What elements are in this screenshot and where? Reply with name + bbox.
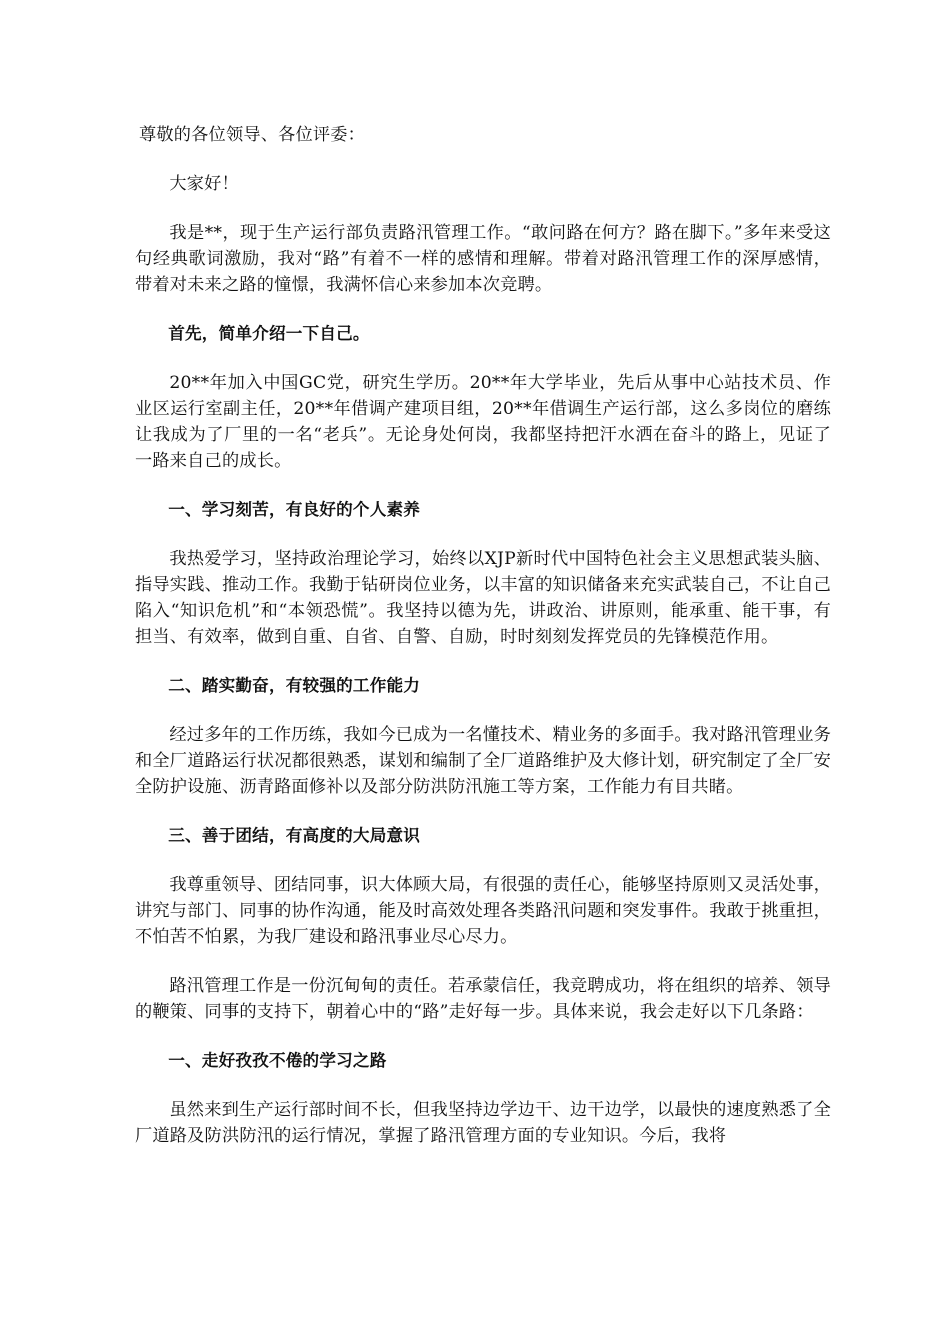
section-heading-ability: 二、踏实勤奋，有较强的工作能力 [168, 676, 421, 695]
salutation: 尊敬的各位领导、各位评委： [139, 125, 366, 145]
document-body [135, 122, 831, 1149]
section-heading-study: 一、学习刻苦，有良好的个人素养 [168, 500, 421, 519]
study-paragraph: 我热爱学习，坚持政治理论学习，始终以XJP新时代中国特色社会主义思想武装头脑、指导实践、推动工作。我勤于钻研岗位业务，以丰富的知识储备来充实武装自己，不让自己陷入“知识危机”和“本领恐慌”。我坚持以德为先，讲政治、讲原则，能承重、能干事，有担当、有效率，做到自重、自省、自警、自励，时时刻刻发挥党员的先锋模范作用。 [135, 549, 831, 647]
greeting: 大家好！ [169, 174, 239, 194]
intro-paragraph: 我是**，现于生产运行部负责路汛管理工作。“敢问路在何方？路在脚下。”多年来受这句经典歌词激励，我对“路”有着不一样的感情和理解。带着对路汛管理工作的深厚感情，带着对未来之路的憧憬，我满怀信心来参加本次竞聘。 [135, 223, 831, 295]
section-heading-self-intro: 首先，简单介绍一下自己。 [168, 324, 370, 343]
learning-path-paragraph: 虽然来到生产运行部时间不长，但我坚持边学边干、边干边学，以最快的速度熟悉了全厂道路及防洪防汛的运行情况，掌握了路汛管理方面的专业知识。今后，我将 [135, 1100, 831, 1146]
section-heading-learning-path: 一、走好孜孜不倦的学习之路 [168, 1051, 387, 1070]
self-intro-paragraph: 20**年加入中国GC党，研究生学历。20**年大学毕业，先后从事中心站技术员、作业区运行室副主任，20**年借调产建项目组，20**年借调生产运行部，这么多岗位的磨练让我成为了厂里的一名“老兵”。无论身处何岗，我都坚持把汗水洒在奋斗的路上，见证了一路来自己的成长。 [135, 373, 831, 471]
section-heading-unity: 三、善于团结，有高度的大局意识 [168, 826, 421, 845]
commitment-paragraph: 路汛管理工作是一份沉甸甸的责任。若承蒙信任，我竞聘成功，将在组织的培养、领导的鞭策、同事的支持下，朝着心中的“路”走好每一步。具体来说，我会走好以下几条路： [135, 976, 831, 1022]
unity-paragraph: 我尊重领导、团结同事，识大体顾大局，有很强的责任心，能够坚持原则又灵活处事，讲究与部门、同事的协作沟通，能及时高效处理各类路汛问题和突发事件。我敢于挑重担，不怕苦不怕累，为我厂建设和路汛事业尽心尽力。 [135, 875, 831, 947]
ability-paragraph: 经过多年的工作历练，我如今已成为一名懂技术、精业务的多面手。我对路汛管理业务和全厂道路运行状况都很熟悉，谋划和编制了全厂道路维护及大修计划，研究制定了全厂安全防护设施、沥青路面修补以及部分防洪防汛施工等方案，工作能力有目共睹。 [135, 725, 831, 797]
